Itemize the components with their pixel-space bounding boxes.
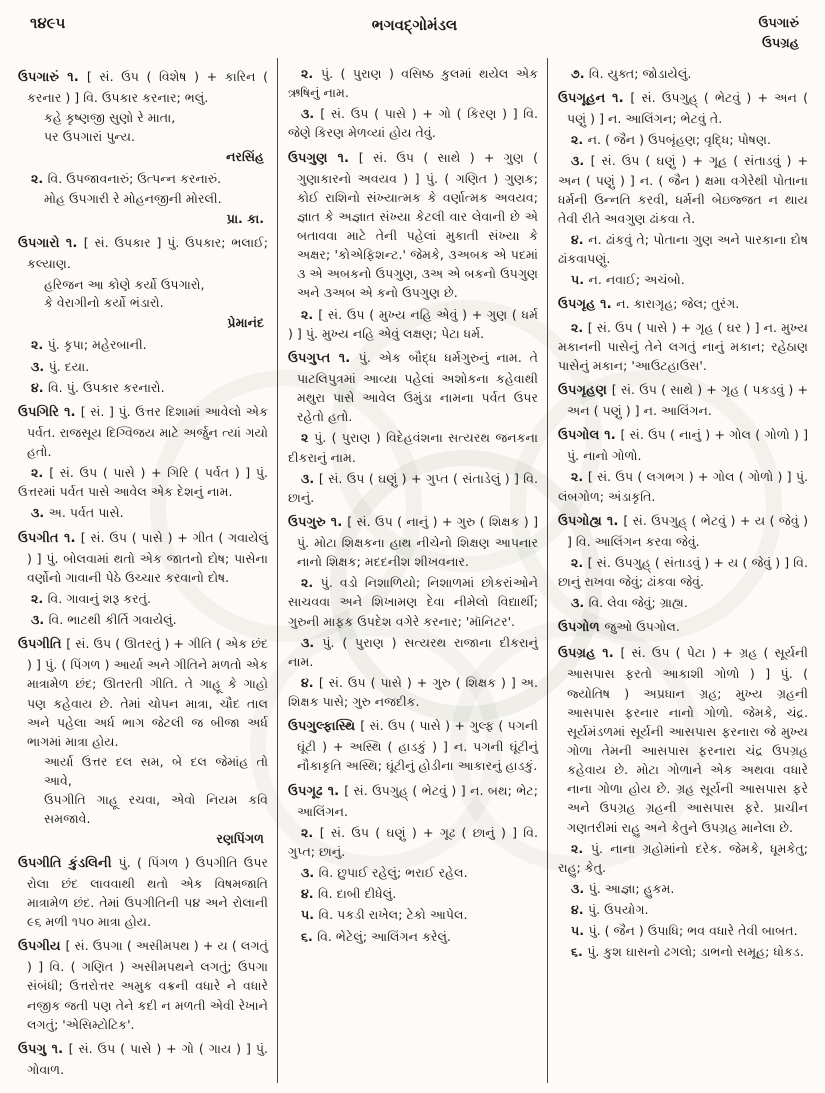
entry-sense: ૫. ન. નવાઈ; અચંબો. bbox=[571, 272, 685, 288]
sense-number: ૬. bbox=[301, 928, 318, 944]
entry-sense: ૩. પું. દયા. bbox=[31, 358, 90, 374]
entry-sense: ૬. પું. કુશ ઘાસનો ઢગલો; ડાભનો સમૂહ; ધોકડ. bbox=[571, 944, 804, 960]
column-3 bbox=[547, 58, 817, 1083]
entry-sense: ૨ પું. ( પુરાણ ) વિદેહવંશના સત્યરથ જનકના દીકરાનું નામ. bbox=[288, 430, 539, 465]
headword: ઉપગોળ bbox=[558, 620, 605, 636]
headword: ઉપગુરુ ૧. bbox=[288, 514, 348, 530]
entry-sense: ૨. વિ. ગાવાનું શરૂ કરતું. bbox=[31, 590, 152, 606]
headword: ઉપગુપ્ત ૧. bbox=[288, 350, 359, 366]
entry-sense: ૬. વિ. ભેટેલું; આલિંગન કરેલું. bbox=[301, 928, 451, 944]
entry-sense: ૨. [ સં. ઉપ ( પાસે ) + ગિરિ ( પર્વત ) ] પું. ઉત્તરમાં પર્વત પાસે આવેલ એક દેશનું નામ. bbox=[18, 465, 269, 500]
sense-number: ૨. bbox=[31, 465, 50, 481]
sense-number: ૨ bbox=[301, 430, 315, 446]
headword: ઉપગૃહણ bbox=[558, 382, 612, 398]
sense-number: ૨. bbox=[301, 575, 321, 591]
dictionary-entry: ઉપગોળ જુઓ ઉપગોલ. bbox=[558, 619, 680, 636]
sense-number: ૭. bbox=[571, 66, 589, 81]
entry-sense: ૪. ન. ઢાંકવું તે; પોતાના ગુણ અને પારકાના દોષ ઢાંકવાપણું. bbox=[558, 232, 808, 267]
headword: ઉપગીત ૧. bbox=[18, 530, 81, 546]
sense-number: ૪. bbox=[31, 379, 48, 395]
dictionary-entry: ઉપગુપ્ત ૧. પું. એક બૌદ્ધ ધર્મગુરુનું નામ. તે પાટલિપુત્રમાં આવ્યા પહેલાં અશોકના કહેવાથી મથુરા પાસે આવેલ ઉમુંડા નામના પર્વત ઉપર રહેતો હતો. bbox=[288, 349, 538, 425]
headword: ઉપગૂહન ૧. bbox=[558, 91, 631, 107]
dictionary-entry: ઉપગુણ ૧. [ સં. ઉપ ( સાથે ) + ગુણ ( ગુણાકારનો અવયવ ) ] પું. ( ગણિત ) ગુણક; કોઈ રાશિનો સંખ્યાત્મક કે વર્ણાત્મક અવયવ; જ્ઞાત કે અજ્ઞાત સંખ્યા કેટલી વાર લેવાની છે એ બતાવવા માટે તેની પહેલાં મુકાતી સંખ્યા કે અક્ષર; 'કોએફિશન્ટ.' જેમકે, ૩અબક એ પદમાં ૩ એ અબકનો ઉપગુણ, ૩અ એ બકનો ઉપગુણ અને ૩અબ એ કનો ઉપગુણ છે. bbox=[288, 149, 538, 301]
sense-number: ૨. bbox=[31, 590, 48, 606]
dictionary-entry: ઉપગારો ૧. [ સં. ઉપકાર ] પું. ઉપકાર; ભલાઈ; કલ્યાણ. bbox=[18, 235, 268, 272]
sense-number: ૪. bbox=[301, 674, 319, 690]
entry-sense: ૨. વિ. ઉપજાવનારું; ઉત્પન્ન કરનારું. bbox=[31, 171, 222, 187]
guide-words bbox=[679, 14, 799, 53]
book-title: ભગવદ્ગોમંડલ bbox=[371, 16, 458, 34]
verse-line: પર ઉપગારાં પુન્ય. bbox=[44, 129, 136, 145]
entry-sense: ૪. પું. ઉપયોગ. bbox=[571, 902, 649, 918]
sense-number: ૪. bbox=[571, 232, 589, 248]
page-number: ૧૪૯૫ bbox=[30, 14, 66, 32]
verse-line: કે વેરાગીનો કર્યો ભંડારો. bbox=[44, 295, 164, 311]
headword: ઉપગૃહ ૧. bbox=[558, 297, 617, 313]
sense-number: ૨. bbox=[301, 66, 321, 81]
dictionary-entry: ઉપગ્રહ ૧. [ સં. ઉપ ( પેટા ) + ગ્રહ ( સૂર્યની આસપાસ ફરતો આકાશી ગોળો ) ] પું. ( જ્યોતિષ ) અપ્રધાન ગ્રહ; મુખ્ય ગ્રહની આસપાસ ફરનાર નાનો ગોળો. જેમકે, ચંદ્ર. સૂર્યમંડળમાં સૂર્યની આસપાસ ફરનારા જે મુખ્ય ગોળા તેમની આસપાસ ફરનારા ચંદ્ર ઉપગ્રહ કહેવાય છે. મોટા ગોળાને એક અથવા વધારે નાના ગોળા હોય છે. ગ્રહ સૂર્યની આસપાસ ફરે અને ઉપગ્રહ ગ્રહની આસપાસ ફરે. પ્રાચીન ગણતરીમાં રાહુ અને કેતુને ઉપગ્રહ માનેલા છે. bbox=[558, 645, 808, 835]
sense-number: ૪. bbox=[571, 902, 588, 918]
entry-sense: ૫. પું. ( જૈન ) ઉપાધિ; ભવ વધારે તેવી બાબત. bbox=[571, 923, 798, 939]
headword: ઉપગોલ ૧. bbox=[558, 428, 621, 444]
headword: ઉપગોહ્ય ૧. bbox=[558, 513, 624, 529]
headword: ઉપગૂઢ ૧. bbox=[288, 783, 345, 799]
entry-sense: ૨. [ સં. ઉપ ( લગભગ ) + ગોલ ( ગોળો ) ] પું. લંબગોળ; અંડાકૃતિ. bbox=[558, 469, 809, 504]
dictionary-entry: ઉપગીત ૧. [ સં. ઉપ ( પાસે ) + ગીત ( ગવાયેલું ) ] પું. બોલવામાં થતો એક જાતનો દોષ; પાસેના વર્ણોનો ગાવાની પેઠે ઉચ્ચાર કરવાનો દોષ. bbox=[18, 529, 268, 585]
entry-sense: ૩. વિ. ભાટથી કીર્તિ ગવાયેલું. bbox=[31, 612, 177, 628]
dictionary-entry: ઉપગુરુ ૧. [ સં. ઉપ ( નાનું ) + ગુરુ ( શિક્ષક ) ] પું. મોટા શિક્ષકના હાથ નીચેનો શિક્ષણ આપનાર નાનો શિક્ષક; મદદનીશ શીખવનાર. bbox=[288, 513, 538, 570]
sense-number: ૩. bbox=[301, 106, 321, 122]
sense-number: ૨. bbox=[301, 306, 319, 322]
entry-sense: ૩. અ. પર્વત પાસે. bbox=[31, 505, 124, 521]
verse-source: રણપિંગળ bbox=[216, 830, 264, 846]
headword: ઉપગિરિ ૧. bbox=[18, 404, 81, 420]
headword: ઉપગુણ ૧. bbox=[288, 150, 359, 166]
dictionary-entry: ઉપગિરિ ૧. [ સં. ] પું. ઉત્તર દિશામાં આવેલો એક પર્વત. રાજસૂય દિગ્વિજય માટે અર્જુન ત્યાં ગયો હતો. bbox=[18, 403, 268, 460]
entry-sense: ૩. પું. ( પુરાણ ) સત્યરથ રાજાના દીકરાનું નામ. bbox=[288, 634, 538, 669]
sense-number: ૩. bbox=[571, 880, 589, 896]
verse-line: હરિજન આ કોણે કર્યો ઉપગારો, bbox=[44, 276, 205, 292]
verse-quotation bbox=[44, 276, 268, 333]
entry-sense: ૪. વિ. દાબી દીધેલું. bbox=[301, 886, 397, 902]
headword: ઉપગીય bbox=[18, 939, 66, 955]
entry-sense: ૩. વિ. લેવા જેવું; ગ્રાહ્ય. bbox=[571, 595, 688, 611]
headword: ઉપગીતિ bbox=[18, 637, 67, 653]
entry-sense: ૩. [ સં. ઉપ ( ઘણું ) + ગુપ્ત ( સંતાડેલું ) ] વિ. છાનું. bbox=[288, 470, 538, 505]
sense-number: ૨. bbox=[571, 319, 588, 335]
verse-quotation bbox=[44, 190, 268, 228]
sense-number: ૨. bbox=[571, 554, 588, 570]
headword: ઉપગીતિ કુંડલિની bbox=[18, 855, 119, 871]
dictionary-entry: ઉપગૂઢ ૧. [ સં. ઉપગુહ્ ( ભેટવું ) ] ન. બથ; ભેટ; આલિંગન. bbox=[288, 782, 538, 819]
entry-sense: ૫. વિ. પકડી રાખેલ; ટેકો આપેલ. bbox=[301, 907, 468, 923]
entry-sense: ૨. [ સં. ઉપ ( પાસે ) + ગૃહ ( ઘર ) ] ન. મુખ્ય મકાનની પાસેનું તેને લગતું નાનું મકાન; રહેઠાણ પાસેનું મકાન; 'આઉટહાઉસ'. bbox=[558, 319, 808, 373]
column-2 bbox=[277, 58, 547, 1083]
entry-sense: ૨. [ સં. ઉપ ( મુખ્ય નહિ એવું ) + ગુણ ( ધર્મ ) ] પું. મુખ્ય નહિ એવું લક્ષણ; પેટા ધર્મ. bbox=[288, 306, 538, 341]
headword: ઉપગુ ૧. bbox=[18, 1041, 69, 1057]
headword: ઉપગારું ૧. bbox=[18, 70, 87, 85]
sense-number: ૫. bbox=[571, 272, 589, 288]
entry-sense: ૨. પું. ( પુરાણ ) વસિષ્ઠ કુલમાં થયેલ એક ઋષિનું નામ. bbox=[288, 66, 539, 101]
sense-number: ૩. bbox=[571, 153, 591, 169]
entry-sense: ૨. ન. ( જૈન ) ઉપબૃંહણ; વૃદ્ધિ; પોષણ. bbox=[571, 132, 771, 148]
sense-number: ૫. bbox=[301, 907, 319, 923]
sense-number: ૨. bbox=[31, 337, 48, 353]
entry-sense: ૩. પું. આજ્ઞા; હુકમ. bbox=[571, 880, 675, 896]
sense-number: ૩. bbox=[31, 505, 49, 521]
column-1 bbox=[8, 58, 277, 1083]
dictionary-entry: ઉપગીતિ [ સં. ઉપ ( ઊતરતું ) + ગીતિ ( એક છંદ ) ] પું. ( પિંગળ ) આર્યા અને ગીતિને મળતો એક માત્રામેળ છંદ; ઊતરતી ગીતિ. તે ગાહૂ કે ગાહો પણ કહેવાય છે. તેમાં ચોપન માત્રા, ચૌદ તાલ અને પહેલા અર્ધ ભાગ જેટલી જ બીજા અર્ધ ભાગમાં માત્રા હોય. bbox=[18, 636, 269, 749]
sense-number: ૫. bbox=[571, 923, 589, 939]
verse-line: આર્યા ઉત્તર દલ સમ, બે દલ જેમાંહ તો આવે, bbox=[44, 754, 268, 788]
sense-number: ૨. bbox=[571, 469, 588, 485]
dictionary-entry: ઉપગીય [ સં. ઉપગા ( અસીમપથ ) + ય ( લગતું ) ] વિ. ( ગણિત ) અસીમપથને લગતું; ઉપગા સંબંધી; ઉત્તરોત્તર અમુક વક્રની વધારે ને વધારે નજીક જતી પણ તેને કદી ન મળતી એવી રેખાને લગતું; 'એસિમ્ટોટિક'. bbox=[18, 938, 268, 1032]
entry-sense: ૨. [ સં. ઉપ ( ઘણું ) + ગૂઢ ( છાનું ) ] વિ. ગુપ્ત; છાનું. bbox=[288, 824, 539, 859]
entry-sense: ૨. પું. કૃપા; મહેરબાની. bbox=[31, 337, 147, 353]
sense-number: ૨. bbox=[301, 824, 320, 840]
verse-quotation bbox=[44, 109, 268, 166]
headword: ઉપગારો ૧. bbox=[18, 236, 84, 252]
headword: ઉપગુલ્ફાસ્થિ bbox=[288, 719, 361, 735]
guide-word-first: ઉપગારું bbox=[758, 16, 799, 31]
headword: ઉપગ્રહ ૧. bbox=[558, 646, 621, 662]
sense-number: ૨. bbox=[31, 171, 48, 187]
entry-sense: ૪. [ સં. ઉપ ( પાસે ) + ગુરુ ( શિક્ષક ) ] અ. શિક્ષક પાસે; ગુરુ નજદીક. bbox=[288, 674, 538, 710]
sense-number: ૩. bbox=[31, 612, 49, 628]
dictionary-entry: ઉપગુલ્ફાસ્થિ [ સં. ઉપ ( પાસે ) + ગુલ્ફ ( પગની ઘૂંટી ) + અસ્થિ ( હાડકું ) ] ન. પગની ઘૂંટીનું નૌકાકૃતિ અસ્થિ; ઘૂંટીનું હોડીના આકારનું હાડકું. bbox=[288, 718, 538, 774]
entry-sense: ૨. [ સં. ઉપગુહ્ ( સંતાડવું ) + ય ( જેવું ) ] વિ. છાનું રાખવા જેવું; ઢાંકવા જેવું. bbox=[558, 554, 809, 589]
sense-number: ૩. bbox=[301, 865, 319, 881]
entry-sense: ૭. વિ. યુક્ત; જોડાયેલું. bbox=[571, 66, 692, 81]
sense-number: ૪. bbox=[301, 886, 318, 902]
verse-source: પ્રા. કા. bbox=[226, 211, 264, 227]
text-columns bbox=[8, 58, 817, 1083]
dictionary-entry: ઉપગોહ્ય ૧. [ સં. ઉપગુહ્ ( ભેટવું ) + ય ( જેવું ) ] વિ. આલિંગન કરવા જેવું. bbox=[558, 512, 808, 549]
entry-sense: ૨. પું. નાના ગ્રહોમાંનો દરેક. જેમકે, ધૂમકેતુ; રાહુ; કેતુ. bbox=[558, 840, 809, 875]
verse-quotation bbox=[44, 753, 268, 848]
verse-source: નરસિંહ bbox=[226, 148, 264, 164]
sense-number: ૩. bbox=[31, 358, 49, 374]
verse-line: મોહ ઉપગારી રે મોહનજીની મોરલી. bbox=[44, 191, 222, 207]
entry-sense: ૪. વિ. પું. ઉપકાર કરનારો. bbox=[31, 379, 165, 395]
verse-line: કહે કૃષ્ણજી સુણો રે માતા, bbox=[44, 110, 176, 126]
dictionary-entry: ઉપગોલ ૧. [ સં. ઉપ ( નાનું ) + ગોલ ( ગોળો ) ] પું. નાનો ગોળો. bbox=[558, 427, 808, 464]
page-header bbox=[0, 0, 825, 52]
entry-sense: ૨. પું. વડો નિશાળિયો; નિશાળમાં છોકરાંઓને સાચવવા અને શિખામણ દેવા નીમેલો વિદ્યાર્થી; ગુરુની માફક ઉપદેશ વગેરે કરનાર; 'મૉનિટર'. bbox=[288, 575, 539, 629]
verse-source: પ્રેમાનંદ bbox=[227, 315, 264, 331]
sense-number: ૨. bbox=[571, 132, 588, 148]
sense-number: ૩. bbox=[301, 634, 323, 650]
sense-number: ૬. bbox=[571, 944, 588, 960]
entry-sense: ૩. [ સં. ઉપ ( પાસે ) + ગો ( કિરણ ) ] વિ. જેણે કિરણ મેળવ્યાં હોય તેવું. bbox=[288, 106, 538, 141]
sense-number: ૩. bbox=[301, 470, 319, 486]
sense-number: ૨. bbox=[571, 840, 591, 856]
sense-number: ૩. bbox=[571, 595, 589, 611]
dictionary-entry: ઉપગુ ૧. [ સં. ઉપ ( પાસે ) + ગો ( ગાય ) ] પું. ગોવાળ. bbox=[18, 1040, 268, 1077]
dictionary-entry: ઉપગીતિ કુંડલિની પું. ( પિંગળ ) ઉપગીતિ ઉપર રોલા છંદ લાવવાથી થતો એક વિષમજાતિ માત્રામેળ છંદ. તેમાં ઉપગીતિની ૫૪ અને રોલાની ૯૬ મળી ૧૫૦ માત્રા હોય. bbox=[18, 854, 268, 930]
guide-word-last: ઉપગ્રહ bbox=[762, 35, 799, 51]
dictionary-entry: ઉપગૃહણ [ સં. ઉપ ( સાથે ) + ગૃહ ( પકડવું ) + અન ( પણું ) ] ન. આલિંગન. bbox=[558, 381, 808, 419]
dictionary-entry: ઉપગૂહન ૧. [ સં. ઉપગુહ્ ( ભેટવું ) + અન ( પણું ) ] ન. આલિંગન; ભેટવું તે. bbox=[558, 90, 808, 127]
entry-sense: ૩. [ સં. ઉપ ( ઘણું ) + ગૂહ ( સંતાડવું ) + અન ( પણું ) ] ન. ( જૈન ) ક્ષમા વગેરેથી પોતાના ધર્મની ઉન્નતિ કરવી, ધર્મની બેઇજ્જત ન થાય તેવી રીતે અવગુણ ઢાંકવા તે. bbox=[558, 153, 809, 226]
dictionary-entry: ઉપગૃહ ૧. ન. કારાગૃહ; જેલ; તુરંગ. bbox=[558, 296, 740, 313]
dictionary-entry: ઉપગારું ૧. [ સં. ઉપ ( વિશેષ ) + કારિન ( કરનાર ) ] વિ. ઉપકાર કરનાર; ભલું. bbox=[18, 69, 268, 106]
verse-line: ઉપગીતિ ગાહૂ રચવા, એવો નિયમ કવિ સમજાવે. bbox=[44, 791, 268, 826]
entry-sense: ૩. વિ. છુપાઈ રહેલું; ભરાઈ રહેલ. bbox=[301, 865, 468, 881]
